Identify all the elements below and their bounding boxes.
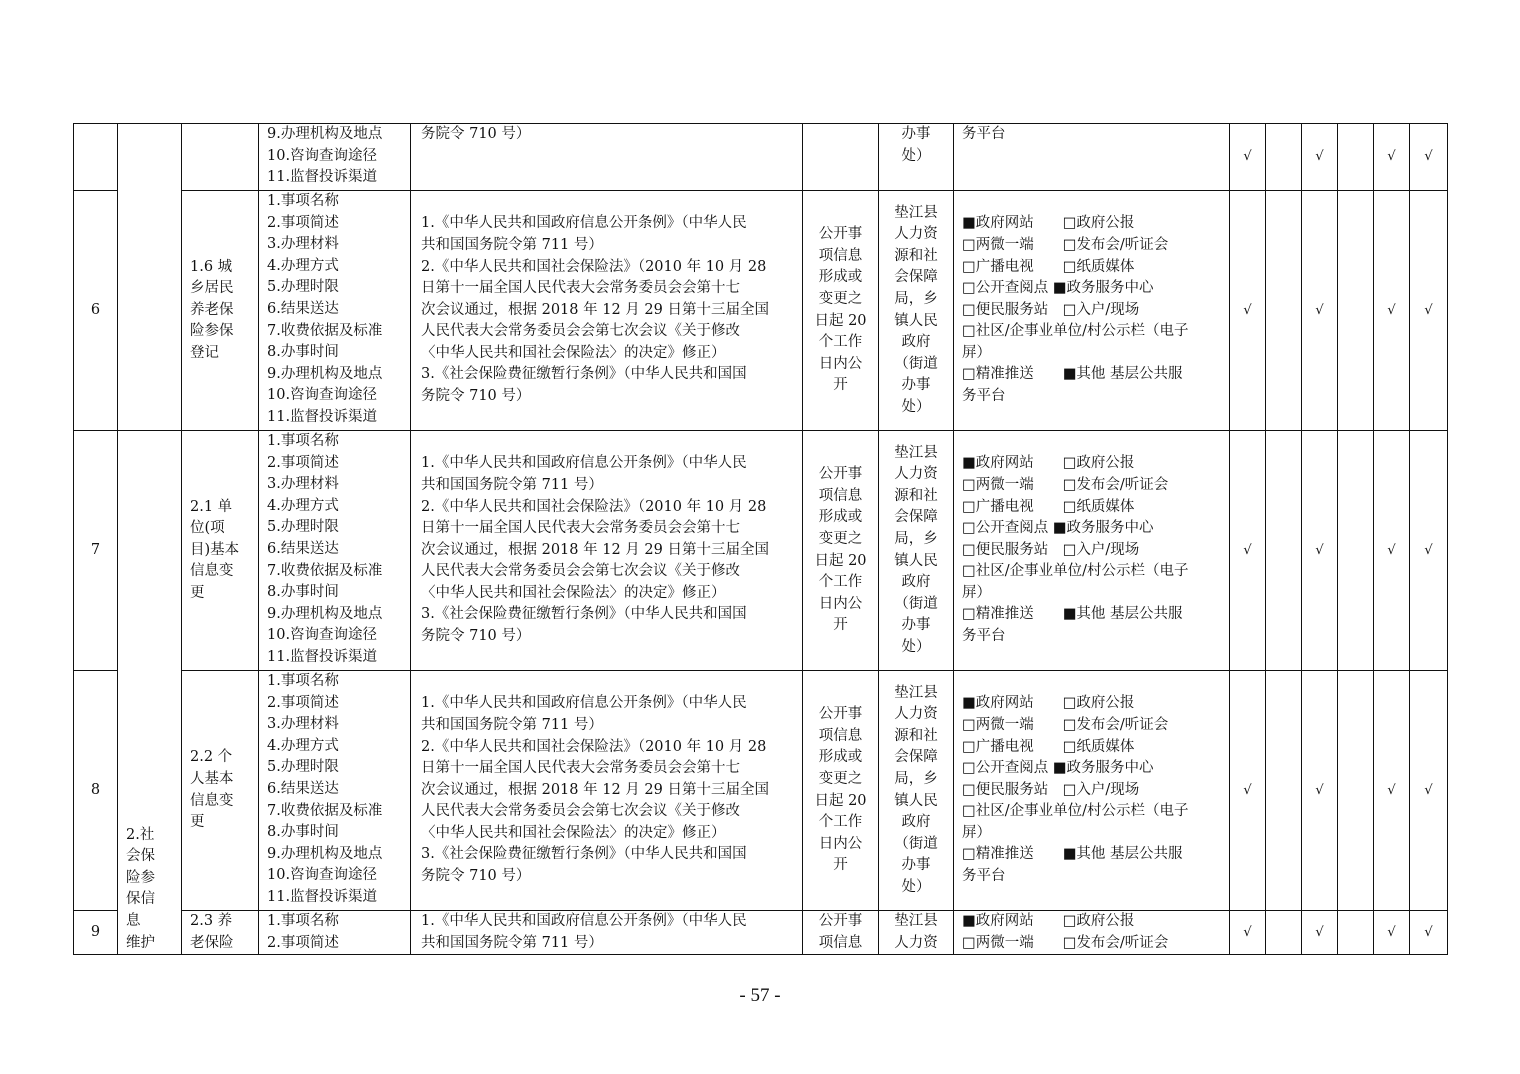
category-cell [118, 124, 182, 431]
text-line: 公开事 [818, 706, 863, 723]
text-line: 4.办理方式 [267, 257, 339, 274]
text-line: 〈中华人民共和国社会保险法〉的决定》修正） [421, 344, 726, 361]
text-line: □广播电视 □纸质媒体 [962, 738, 1135, 755]
check-mark: √ [1315, 542, 1324, 558]
text-line: 1.《中华人民共和国政府信息公开条例》（中华人民 [421, 695, 747, 712]
check-mark: √ [1315, 782, 1324, 798]
text-line: 办事 [901, 377, 931, 394]
text-line: 形成或 [818, 269, 863, 286]
text-line: 会保 [126, 848, 155, 865]
text-line: □两微一端 □发布会/听证会 [962, 934, 1169, 951]
text-line: 人民代表大会常务委员会会第七次会议《关于修改 [421, 323, 740, 340]
text-line: 政府 [901, 574, 931, 591]
text-line: 保信 [126, 891, 155, 908]
text-line: 务院令 710 号） [421, 126, 531, 142]
text-line: 人力资 [894, 466, 938, 483]
check-mark: √ [1387, 149, 1396, 165]
check-cell [1302, 911, 1338, 955]
text-line: 6.结果送达 [267, 540, 339, 557]
text-line: 垫江县 [894, 684, 938, 701]
text-line: 7.收费依据及标准 [267, 802, 383, 819]
check-cell [1266, 191, 1302, 431]
check-cell [1266, 431, 1302, 671]
text-line: 日起 20 [814, 792, 867, 809]
check-cell [1374, 124, 1410, 191]
check-mark: √ [1387, 542, 1396, 558]
text-line: 形成或 [818, 509, 863, 526]
text-line: 次会议通过，根据 2018 年 12 月 29 日第十三届全国 [421, 541, 769, 558]
text-line: 变更之 [818, 530, 863, 547]
text-line: 2.《中华人民共和国社会保险法》（2010 年 10 月 28 [421, 258, 767, 275]
public-time-limit [803, 911, 879, 955]
text-line: 3.办理材料 [267, 476, 339, 493]
text-line: 6.结果送达 [267, 780, 339, 797]
text-line: 个工作 [818, 814, 863, 831]
text-line: 2.3 养 [190, 913, 233, 929]
text-line: 处） [901, 638, 931, 655]
text-line: 4.办理方式 [267, 497, 339, 514]
text-line: □便民服务站 □入户/现场 [962, 301, 1140, 318]
text-line: 5.办理时限 [267, 279, 339, 296]
text-line: 老保险 [190, 934, 234, 951]
text-line: 屏） [962, 584, 991, 601]
public-channels [954, 431, 1230, 671]
text-line: 共和国国务院令第 711 号） [421, 716, 603, 733]
row-number-text: 6 [90, 301, 101, 318]
text-line: 变更之 [818, 770, 863, 787]
public-subject [879, 911, 954, 955]
check-cell [1338, 671, 1374, 911]
text-line: 10.咨询查询途径 [267, 867, 378, 884]
text-line: □两微一端 □发布会/听证会 [962, 236, 1169, 253]
text-line: □便民服务站 □入户/现场 [962, 541, 1140, 558]
check-cell [1410, 431, 1448, 671]
text-line: 2.事项简述 [267, 454, 339, 471]
text-line: （街道 [894, 355, 938, 372]
text-line: 息 [126, 913, 141, 929]
text-line: 个工作 [818, 334, 863, 351]
text-line: □两微一端 □发布会/听证会 [962, 716, 1169, 733]
public-subject [879, 431, 954, 671]
check-cell [1266, 911, 1302, 955]
check-cell [1266, 124, 1302, 191]
check-cell [1230, 671, 1266, 911]
text-line: 项信息 [818, 487, 863, 504]
text-line: 项信息 [818, 727, 863, 744]
text-line: 10.咨询查询途径 [267, 387, 378, 404]
public-basis [411, 124, 803, 191]
public-content [259, 124, 411, 191]
text-line: 务院令 710 号） [421, 388, 531, 405]
text-line: 办事 [901, 126, 931, 142]
public-basis [411, 191, 803, 431]
item-name [182, 671, 259, 911]
public-time-limit [803, 124, 879, 191]
text-line: 2.《中华人民共和国社会保险法》（2010 年 10 月 28 [421, 498, 767, 515]
public-time-limit [803, 671, 879, 911]
text-line: 垫江县 [894, 204, 938, 221]
row-number [74, 191, 118, 431]
text-line: 3.办理材料 [267, 716, 339, 733]
text-line: 处） [901, 398, 931, 415]
text-line: 次会议通过，根据 2018 年 12 月 29 日第十三届全国 [421, 781, 769, 798]
check-cell [1302, 124, 1338, 191]
check-mark: √ [1424, 924, 1433, 940]
text-line: 〈中华人民共和国社会保险法〉的决定》修正） [421, 584, 726, 601]
check-cell [1230, 911, 1266, 955]
text-line: 2.《中华人民共和国社会保险法》（2010 年 10 月 28 [421, 738, 767, 755]
text-line: 人力资 [894, 934, 938, 951]
check-cell [1338, 911, 1374, 955]
text-line: 1.事项名称 [267, 913, 339, 929]
text-line: 公开事 [818, 226, 863, 243]
check-mark: √ [1387, 302, 1396, 318]
text-line: 登记 [190, 344, 219, 361]
text-line: （街道 [894, 595, 938, 612]
row-number-text: 8 [90, 781, 101, 798]
text-line: 11.监督投诉渠道 [267, 888, 378, 905]
public-time-limit [803, 191, 879, 431]
text-line: （街道 [894, 835, 938, 852]
text-line: 3.《社会保险费征缴暂行条例》（中华人民共和国国 [421, 606, 747, 623]
text-line: 险参 [126, 869, 155, 886]
check-cell [1338, 431, 1374, 671]
text-line: 务平台 [962, 388, 1006, 405]
check-mark: √ [1243, 149, 1252, 165]
check-cell [1410, 911, 1448, 955]
check-cell [1374, 191, 1410, 431]
text-line: ■政府网站 □政府公报 [962, 455, 1135, 472]
text-line: 镇人民 [894, 792, 938, 809]
check-cell [1302, 671, 1338, 911]
table-row [74, 911, 1448, 955]
text-line: 日第十一届全国人民代表大会常务委员会会第十七 [421, 760, 740, 777]
public-basis [411, 911, 803, 955]
text-line: 开 [833, 857, 848, 874]
text-line: ■政府网站 □政府公报 [962, 913, 1135, 929]
text-line: 1.6 城 [190, 258, 233, 275]
public-content [259, 431, 411, 671]
row-number-text: 9 [90, 923, 101, 940]
row-number [74, 671, 118, 911]
text-line: □公开查阅点 ■政务服务中心 [962, 520, 1154, 537]
table-row [74, 191, 1448, 431]
text-line: 人民代表大会常务委员会会第七次会议《关于修改 [421, 563, 740, 580]
text-line: 1.《中华人民共和国政府信息公开条例》（中华人民 [421, 215, 747, 232]
text-line: 9.办理机构及地点 [267, 126, 383, 142]
row-number-text: 7 [90, 541, 101, 558]
text-line: 源和社 [894, 487, 938, 504]
check-mark: √ [1315, 924, 1324, 940]
public-channels [954, 124, 1230, 191]
text-line: 人基本 [190, 770, 234, 787]
check-cell [1374, 911, 1410, 955]
text-line: 1.《中华人民共和国政府信息公开条例》（中华人民 [421, 455, 747, 472]
text-line: 政府 [901, 334, 931, 351]
text-line: 会保障 [894, 269, 938, 286]
text-line: 处） [901, 878, 931, 895]
check-cell [1374, 431, 1410, 671]
item-name [182, 911, 259, 955]
text-line: 会保障 [894, 749, 938, 766]
check-cell [1338, 191, 1374, 431]
text-line: 9.办理机构及地点 [267, 845, 383, 862]
check-cell [1410, 671, 1448, 911]
text-line: 日起 20 [814, 552, 867, 569]
check-cell [1266, 671, 1302, 911]
text-line: 变更之 [818, 290, 863, 307]
check-mark: √ [1424, 542, 1433, 558]
text-line: 乡居民 [190, 280, 234, 297]
text-line: 垫江县 [894, 913, 938, 929]
check-mark: √ [1315, 302, 1324, 318]
text-line: 11.监督投诉渠道 [267, 648, 378, 665]
public-content [259, 671, 411, 911]
text-line: □社区/企事业单位/村公示栏（电子 [962, 323, 1189, 340]
text-line: 2.事项简述 [267, 694, 339, 711]
text-line: ■政府网站 □政府公报 [962, 215, 1135, 232]
text-line: 1.《中华人民共和国政府信息公开条例》（中华人民 [421, 913, 747, 929]
check-mark: √ [1424, 149, 1433, 165]
text-line: □精准推送 ■其他 基层公共服 [962, 366, 1183, 383]
text-line: 7.收费依据及标准 [267, 322, 383, 339]
text-line: 人力资 [894, 706, 938, 723]
text-line: 局，乡 [894, 530, 938, 547]
row-number [74, 911, 118, 955]
text-line: 2.事项简述 [267, 934, 339, 951]
row-number [74, 431, 118, 671]
text-line: 日起 20 [814, 312, 867, 329]
text-line: □精准推送 ■其他 基层公共服 [962, 606, 1183, 623]
text-line: 2.事项简述 [267, 214, 339, 231]
text-line: 日第十一届全国人民代表大会常务委员会会第十七 [421, 280, 740, 297]
text-line: 开 [833, 377, 848, 394]
text-line: 8.办事时间 [267, 584, 339, 601]
table-row [74, 431, 1448, 671]
text-line: 屏） [962, 344, 991, 361]
text-line: 共和国国务院令第 711 号） [421, 934, 603, 951]
text-line: 屏） [962, 824, 991, 841]
text-line: 日内公 [818, 595, 863, 612]
text-line: □公开查阅点 ■政务服务中心 [962, 760, 1154, 777]
item-name [182, 124, 259, 191]
text-line: 位(项 [190, 520, 225, 537]
text-line: 3.《社会保险费征缴暂行条例》（中华人民共和国国 [421, 846, 747, 863]
check-cell [1410, 124, 1448, 191]
text-line: 办事 [901, 617, 931, 634]
text-line: 2.社 [126, 826, 155, 843]
text-line: 8.办事时间 [267, 344, 339, 361]
public-subject [879, 191, 954, 431]
text-line: 日第十一届全国人民代表大会常务委员会会第十七 [421, 520, 740, 537]
check-cell [1374, 671, 1410, 911]
category-social-insurance [118, 431, 182, 955]
page-number: - 57 - [739, 985, 781, 1006]
text-line: 信息变 [190, 563, 234, 580]
text-line: 目)基本 [190, 541, 240, 558]
text-line: □公开查阅点 ■政务服务中心 [962, 280, 1154, 297]
public-subject [879, 671, 954, 911]
public-content [259, 911, 411, 955]
text-line: 务平台 [962, 126, 1006, 142]
text-line: 8.办事时间 [267, 824, 339, 841]
check-mark: √ [1424, 782, 1433, 798]
text-line: 9.办理机构及地点 [267, 605, 383, 622]
text-line: 日内公 [818, 355, 863, 372]
text-line: 源和社 [894, 727, 938, 744]
public-content [259, 191, 411, 431]
check-cell [1410, 191, 1448, 431]
text-line: 3.办理材料 [267, 236, 339, 253]
text-line: 开 [833, 617, 848, 634]
text-line: 3.《社会保险费征缴暂行条例》（中华人民共和国国 [421, 366, 747, 383]
text-line: 个工作 [818, 574, 863, 591]
text-line: 形成或 [818, 749, 863, 766]
row-number [74, 124, 118, 191]
text-line: 1.事项名称 [267, 673, 339, 689]
text-line: 处） [901, 147, 931, 164]
text-line: 2.2 个 [190, 749, 233, 766]
text-line: 次会议通过，根据 2018 年 12 月 29 日第十三届全国 [421, 301, 769, 318]
text-line: 共和国国务院令第 711 号） [421, 476, 603, 493]
text-line: 〈中华人民共和国社会保险法〉的决定》修正） [421, 824, 726, 841]
check-mark: √ [1424, 302, 1433, 318]
text-line: □两微一端 □发布会/听证会 [962, 476, 1169, 493]
text-line: 局，乡 [894, 770, 938, 787]
check-cell [1338, 124, 1374, 191]
check-cell [1302, 191, 1338, 431]
text-line: ■政府网站 □政府公报 [962, 695, 1135, 712]
text-line: 办事 [901, 857, 931, 874]
text-line: 务平台 [962, 868, 1006, 885]
text-line: 4.办理方式 [267, 737, 339, 754]
text-line: 公开事 [818, 466, 863, 483]
text-line: 养老保 [190, 301, 234, 318]
text-line: □社区/企事业单位/村公示栏（电子 [962, 563, 1189, 580]
text-line: 10.咨询查询途径 [267, 147, 378, 164]
check-mark: √ [1243, 542, 1252, 558]
text-line: 局，乡 [894, 290, 938, 307]
table-row [74, 671, 1448, 911]
text-line: □广播电视 □纸质媒体 [962, 498, 1135, 515]
text-line: 1.事项名称 [267, 193, 339, 209]
public-basis [411, 671, 803, 911]
check-cell [1230, 124, 1266, 191]
text-line: 垫江县 [894, 444, 938, 461]
check-mark: √ [1243, 924, 1252, 940]
text-line: □便民服务站 □入户/现场 [962, 781, 1140, 798]
text-line: 务平台 [962, 628, 1006, 645]
text-line: 5.办理时限 [267, 759, 339, 776]
text-line: 维护 [126, 934, 155, 951]
public-time-limit [803, 431, 879, 671]
text-line: 镇人民 [894, 552, 938, 569]
text-line: 2.1 单 [190, 498, 233, 515]
text-line: □广播电视 □纸质媒体 [962, 258, 1135, 275]
item-name [182, 431, 259, 671]
public-subject [879, 124, 954, 191]
text-line: 9.办理机构及地点 [267, 365, 383, 382]
text-line: 会保障 [894, 509, 938, 526]
text-line: 险参保 [190, 323, 234, 340]
text-line: 5.办理时限 [267, 519, 339, 536]
text-line: 项信息 [818, 934, 863, 951]
text-line: 日内公 [818, 835, 863, 852]
public-basis [411, 431, 803, 671]
text-line: 人民代表大会常务委员会会第七次会议《关于修改 [421, 803, 740, 820]
text-line: 务院令 710 号） [421, 868, 531, 885]
table-row [74, 124, 1448, 191]
disclosure-table [73, 123, 1448, 955]
text-line: 11.监督投诉渠道 [267, 408, 378, 425]
check-mark: √ [1243, 302, 1252, 318]
text-line: 1.事项名称 [267, 433, 339, 449]
text-line: 源和社 [894, 247, 938, 264]
check-cell [1302, 431, 1338, 671]
check-mark: √ [1315, 149, 1324, 165]
text-line: 人力资 [894, 226, 938, 243]
text-line: 公开事 [818, 913, 863, 929]
text-line: 务院令 710 号） [421, 628, 531, 645]
text-line: 共和国国务院令第 711 号） [421, 236, 603, 253]
item-name [182, 191, 259, 431]
check-mark: √ [1387, 924, 1396, 940]
public-channels [954, 671, 1230, 911]
text-line: 政府 [901, 814, 931, 831]
check-cell [1230, 431, 1266, 671]
text-line: 7.收费依据及标准 [267, 562, 383, 579]
text-line: 10.咨询查询途径 [267, 627, 378, 644]
check-cell [1230, 191, 1266, 431]
text-line: 6.结果送达 [267, 300, 339, 317]
text-line: 11.监督投诉渠道 [267, 169, 378, 186]
check-mark: √ [1387, 782, 1396, 798]
text-line: 镇人民 [894, 312, 938, 329]
text-line: 更 [190, 584, 205, 601]
public-channels [954, 191, 1230, 431]
text-line: 信息变 [190, 792, 234, 809]
text-line: 项信息 [818, 247, 863, 264]
public-channels [954, 911, 1230, 955]
text-line: □社区/企事业单位/村公示栏（电子 [962, 803, 1189, 820]
check-mark: √ [1243, 782, 1252, 798]
text-line: □精准推送 ■其他 基层公共服 [962, 846, 1183, 863]
text-line: 更 [190, 814, 205, 831]
